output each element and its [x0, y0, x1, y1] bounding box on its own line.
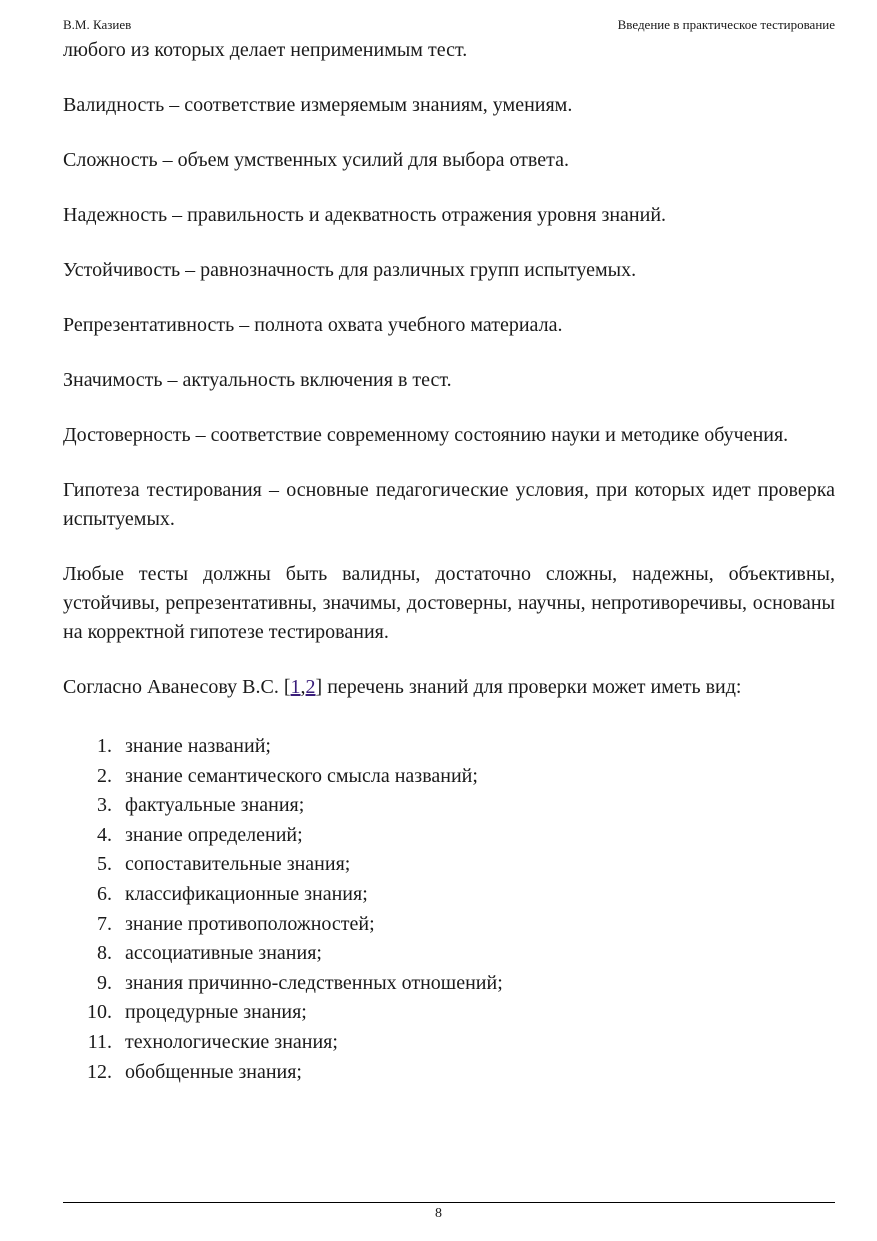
paragraph-citation — [63, 673, 835, 702]
list-item — [63, 762, 835, 792]
list-item — [63, 732, 835, 762]
page-header — [63, 17, 835, 37]
paragraph-credibility: Достоверность – соответствие современному состоянию науки и методике обучения. — [63, 424, 789, 446]
list-item-number: 2. — [97, 764, 112, 787]
page-number: 8 — [435, 1206, 442, 1221]
list-item-number: 1. — [97, 735, 112, 757]
list-item-text: ассоциативные знания; — [125, 942, 322, 965]
list-item-text: сопоставительные знания; — [125, 853, 351, 876]
list-item-text: технологические знания; — [125, 1030, 338, 1053]
list-item — [63, 910, 835, 940]
list-item-text: знание определений; — [125, 823, 303, 846]
list-item — [63, 1028, 835, 1058]
paragraph-representativeness: Репрезентативность – полнота охвата учебного материала. — [63, 314, 563, 336]
footer-divider — [63, 1202, 835, 1203]
paragraph-complexity: Сложность – объем умственных усилий для выбора ответа. — [63, 149, 569, 171]
citation-before: Согласно Аванесову В.С. [ — [63, 676, 291, 698]
list-item-number: 9. — [97, 971, 112, 994]
list-item-number: 6. — [97, 882, 112, 905]
list-item-text: знание названий; — [125, 735, 271, 757]
list-item — [63, 821, 835, 851]
list-item-number: 11. — [87, 1030, 112, 1053]
paragraph-reliability: Надежность – правильность и адекватность отражения уровня знаний. — [63, 204, 667, 226]
paragraph-significance: Значимость – актуальность включения в тест. — [63, 369, 452, 391]
paragraph-stability: Устойчивость – равнозначность для различных групп испытуемых. — [63, 259, 637, 281]
list-item — [63, 880, 835, 910]
knowledge-list — [63, 732, 835, 1087]
list-item — [63, 939, 835, 969]
list-item-text: классификационные знания; — [125, 882, 368, 905]
paragraph-requirements: Любые тесты должны быть валидны, достаточно сложны, надежны, объективны, устойчивы, репрезентативны, значимы, достоверны, научны, непротиворечивы, основаны на корректной гипотезе тестирования. — [63, 563, 835, 643]
list-item — [63, 969, 835, 999]
list-item — [63, 850, 835, 880]
list-item-number: 10. — [87, 1001, 112, 1024]
list-item-number: 8. — [97, 942, 112, 965]
paragraph-continuation: любого из которых делает неприменимым тест. — [63, 39, 468, 61]
header-title: Введение в практическое тестирование — [617, 17, 835, 32]
citation-link-2[interactable]: 2 — [305, 676, 316, 698]
citation-link-1[interactable]: 1 — [290, 676, 301, 698]
list-item-number: 7. — [97, 912, 112, 935]
paragraph-hypothesis: Гипотеза тестирования – основные педагогические условия, при которых идет проверка испытуемых. — [63, 479, 835, 530]
list-item-number: 5. — [97, 853, 112, 876]
citation-after: ] перечень знаний для проверки может иметь вид: — [315, 676, 742, 698]
citation-comma: , — [300, 676, 306, 698]
list-item-text: знание семантического смысла названий; — [125, 764, 478, 787]
list-item — [63, 791, 835, 821]
list-item-number: 4. — [97, 823, 112, 846]
list-item-number: 12. — [87, 1060, 112, 1083]
list-item-text: процедурные знания; — [125, 1001, 307, 1024]
list-item-text: знание противоположностей; — [125, 912, 375, 935]
list-item — [63, 1058, 835, 1088]
list-item-number: 3. — [97, 794, 112, 817]
list-item — [63, 998, 835, 1028]
header-author: В.М. Казиев — [63, 17, 132, 32]
list-item-text: фактуальные знания; — [125, 794, 305, 817]
list-item-text: обобщенные знания; — [125, 1060, 302, 1083]
page-body — [63, 36, 835, 1087]
paragraph-validity: Валидность – соответствие измеряемым знаниям, умениям. — [63, 94, 573, 116]
list-item-text: знания причинно-следственных отношений; — [125, 971, 503, 994]
